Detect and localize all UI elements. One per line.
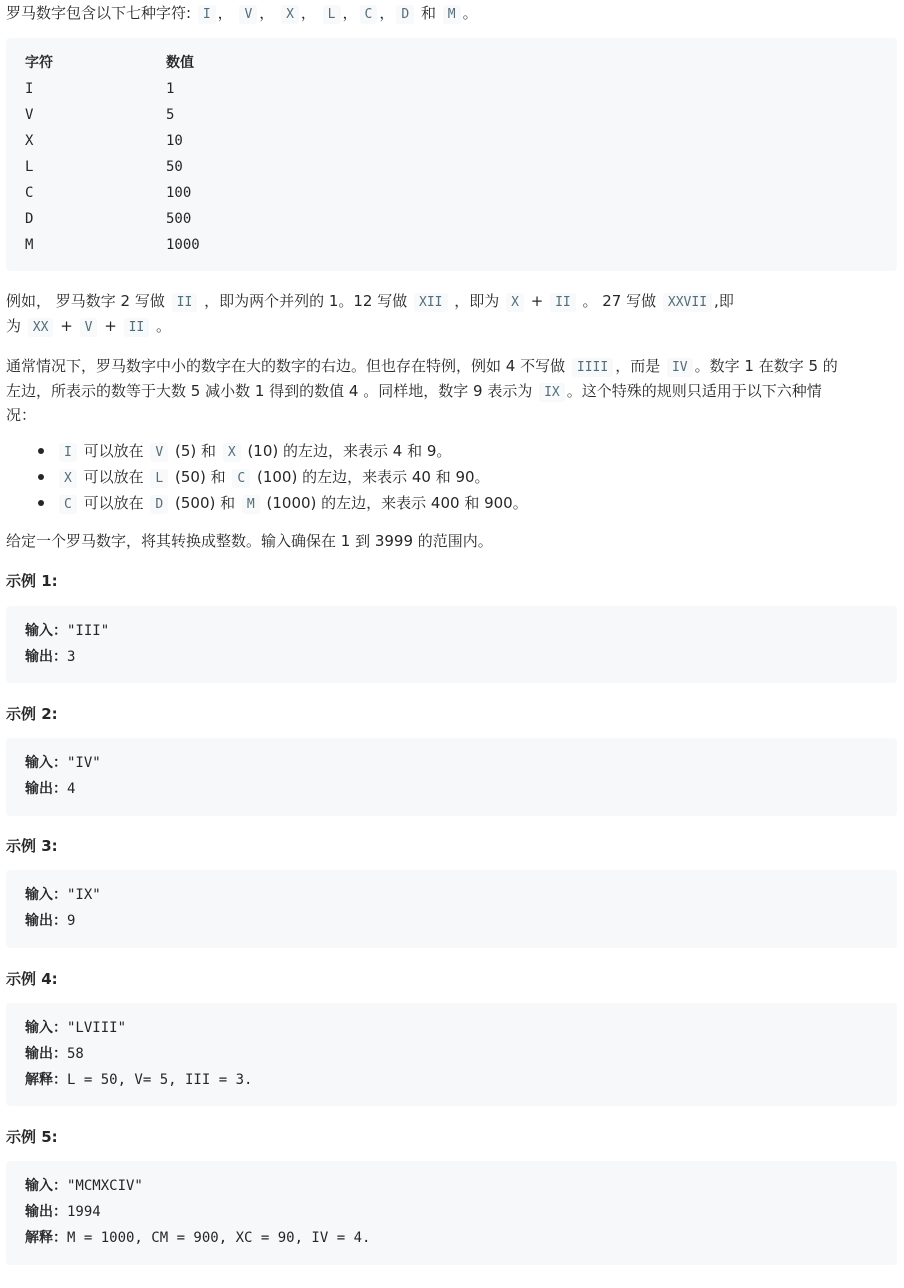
example-output (25, 776, 75, 802)
intro-line: 罗马数字包含以下七种字符: I ， V ， X ， L ， C ， D 和 M 。 (6, 4, 478, 22)
example-output (25, 908, 75, 934)
text: (10) 的左边，来表示 4 和 9。 (247, 442, 452, 460)
text: (1000) 的左边，来表示 400 和 900。 (266, 494, 528, 512)
list-item (6, 464, 528, 490)
input-value: "IX" (67, 887, 101, 903)
text: 可以放在 (83, 494, 144, 512)
cell-symbol: I (25, 81, 34, 97)
inline-code: C (59, 495, 77, 514)
explain-label: 解释： (25, 1230, 67, 1246)
cell-value: 100 (166, 185, 192, 201)
example-block (6, 870, 897, 948)
paragraph-example (6, 290, 734, 311)
table-row (25, 180, 192, 206)
and-word: 和 (420, 4, 436, 22)
cell-symbol: D (25, 211, 34, 227)
symbol-code: D (396, 5, 414, 24)
example-output (25, 1199, 101, 1225)
example-input (25, 882, 101, 908)
explain-label: 解释： (25, 1072, 67, 1088)
text: 况： (6, 406, 37, 424)
symbol-code: L (323, 5, 341, 24)
example-input (25, 750, 101, 776)
inline-code: IIII (572, 358, 613, 377)
inline-code: I (59, 443, 77, 462)
inline-code: XII (414, 293, 447, 312)
output-label: 输出： (25, 649, 67, 665)
output-label: 输出： (25, 781, 67, 797)
cell-value: 1 (166, 81, 175, 97)
symbol-code: V (239, 5, 257, 24)
table-row (25, 154, 183, 180)
inline-code: XXVII (663, 293, 712, 312)
text: 可以放在 (83, 442, 144, 460)
plus-sign: + (530, 292, 544, 310)
header-symbol: 字符 (25, 55, 53, 71)
output-label: 输出： (25, 913, 67, 929)
text: (5) 和 (175, 442, 217, 460)
example-title: 示例 3: (6, 837, 58, 855)
example-explain (25, 1067, 252, 1093)
text: (100) 的左边，来表示 40 和 90。 (256, 468, 490, 486)
inline-code: X (59, 469, 77, 488)
example-explain (25, 1225, 370, 1251)
inline-code: L (150, 469, 168, 488)
example-block (6, 606, 897, 683)
cell-symbol: L (25, 159, 34, 175)
input-label: 输入： (25, 887, 67, 903)
example-title: 示例 1: (6, 572, 58, 590)
table-row (25, 206, 192, 232)
output-value: 9 (67, 913, 76, 929)
example-block (6, 1003, 897, 1106)
symbol-table (6, 38, 897, 271)
cell-symbol: M (25, 237, 34, 253)
inline-code: II (172, 293, 198, 312)
intro-text: 罗马数字包含以下七种字符: (6, 4, 192, 22)
inline-code: X (223, 443, 241, 462)
cell-value: 5 (166, 107, 175, 123)
output-label: 输出： (25, 1204, 67, 1220)
input-label: 输入： (25, 755, 67, 771)
table-row (25, 102, 175, 128)
paragraph-special-cont (6, 380, 822, 401)
example-input (25, 1173, 143, 1199)
text: 可以放在 (83, 468, 144, 486)
inline-code: XX (28, 318, 54, 337)
text: ，而是 (615, 357, 661, 375)
example-output (25, 1041, 84, 1067)
header-value: 数值 (166, 55, 194, 71)
symbol-code: M (443, 5, 461, 24)
text: (50) 和 (175, 468, 226, 486)
text: (500) 和 (175, 494, 236, 512)
example-output (25, 644, 75, 670)
example-block (6, 1161, 897, 1265)
cell-value: 10 (166, 133, 183, 149)
text: 为 (6, 317, 22, 335)
input-value: "III" (67, 623, 110, 639)
paragraph-example-cont (6, 315, 171, 336)
input-label: 输入： (25, 1020, 67, 1036)
text: ，即为两个并列的 1。12 写做 (204, 292, 408, 310)
paragraph-special (6, 355, 838, 376)
cell-symbol: X (25, 133, 34, 149)
cell-value: 50 (166, 159, 183, 175)
text: 通常情况下，罗马数字中小的数字在大的数字的右边。但也存在特例，例如 4 不写做 (6, 357, 566, 375)
symbol-code: C (360, 5, 378, 24)
inline-code: V (80, 318, 98, 337)
paragraph-special-end (6, 404, 36, 425)
table-row (25, 76, 175, 102)
symbol-code: I (198, 5, 216, 24)
inline-code: M (242, 495, 260, 514)
text: ，即为 (454, 292, 500, 310)
text: 例如， 罗马数字 2 写做 (6, 292, 165, 310)
example-title: 示例 2: (6, 705, 58, 723)
table-header (25, 50, 194, 76)
text: 。数字 1 在数字 5 的 (694, 357, 838, 375)
plus-sign: + (104, 317, 117, 335)
inline-code: V (150, 443, 168, 462)
text: 。这个特殊的规则只适用于以下六种情 (566, 382, 822, 400)
cell-value: 500 (166, 211, 192, 227)
output-value: 58 (67, 1046, 84, 1062)
plus-sign: + (60, 317, 73, 335)
task-text: 给定一个罗马数字，将其转换成整数。输入确保在 1 到 3999 的范围内。 (6, 532, 493, 550)
rules-list (6, 438, 528, 516)
output-value: 1994 (67, 1204, 101, 1220)
text: 。 27 写做 (582, 292, 657, 310)
inline-code: C (232, 469, 250, 488)
input-value: "IV" (67, 755, 101, 771)
text: 左边，所表示的数等于大数 5 减小数 1 得到的数值 4 。同样地，数字 9 表示为 (6, 382, 533, 400)
example-title: 示例 5: (6, 1128, 58, 1146)
input-label: 输入： (25, 623, 67, 639)
cell-symbol: C (25, 185, 34, 201)
list-item (6, 438, 528, 464)
list-item (6, 490, 528, 516)
text: ,即 (714, 292, 734, 310)
symbol-code: X (281, 5, 299, 24)
text: 。 (156, 317, 172, 335)
table-row (25, 128, 183, 154)
inline-code: X (506, 293, 524, 312)
inline-code: IV (667, 358, 693, 377)
explain-value: M = 1000, CM = 900, XC = 90, IV = 4. (67, 1230, 371, 1246)
table-row (25, 232, 200, 258)
output-value: 4 (67, 781, 76, 797)
example-input (25, 618, 109, 644)
example-block (6, 738, 897, 816)
inline-code: II (124, 318, 150, 337)
cell-value: 1000 (166, 237, 200, 253)
explain-value: L = 50, V= 5, III = 3. (67, 1072, 253, 1088)
output-value: 3 (67, 649, 76, 665)
example-input (25, 1015, 126, 1041)
inline-code: IX (539, 383, 565, 402)
inline-code: D (150, 495, 168, 514)
inline-code: II (550, 293, 576, 312)
cell-symbol: V (25, 107, 34, 123)
input-label: 输入： (25, 1178, 67, 1194)
output-label: 输出： (25, 1046, 67, 1062)
input-value: "LVIII" (67, 1020, 127, 1036)
example-title: 示例 4: (6, 970, 58, 988)
input-value: "MCMXCIV" (67, 1178, 143, 1194)
